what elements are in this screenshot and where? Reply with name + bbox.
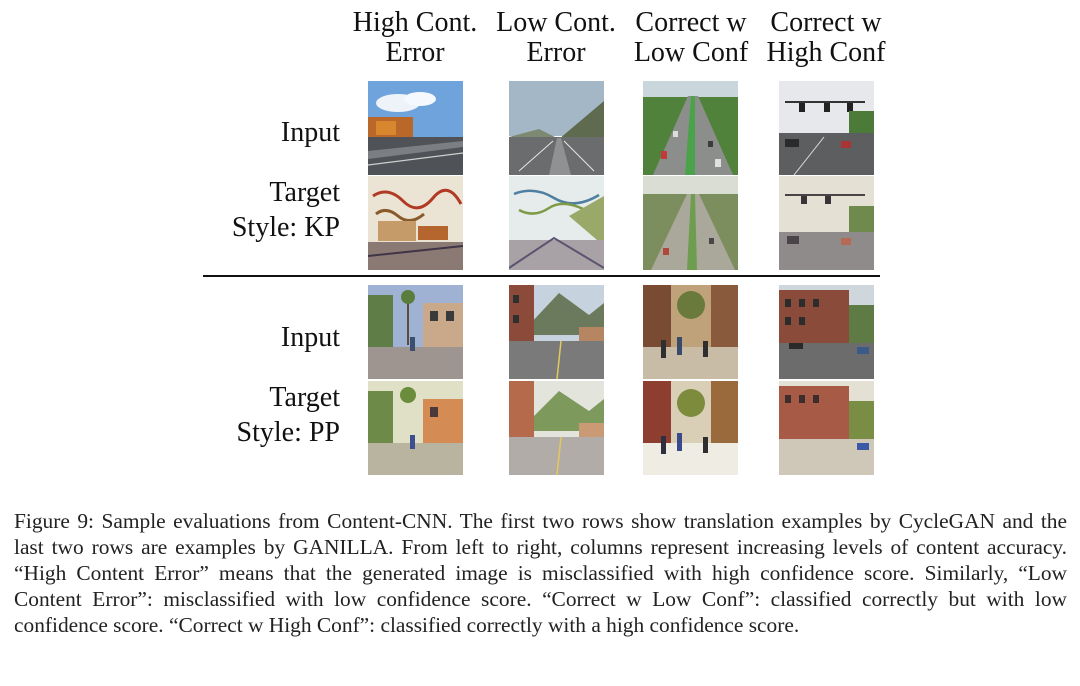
input-image-correct-high-conf-pp [779, 285, 874, 379]
target-image-high-cont-error-pp [368, 381, 463, 475]
column-header-line2: High Conf [766, 37, 886, 68]
input-image-high-cont-error-pp [368, 285, 463, 379]
row-label-line2: Style: KP [231, 212, 340, 243]
row-label-line1: Target [269, 382, 340, 413]
group-divider-line [203, 275, 880, 277]
column-header-line2: Low Conf [633, 37, 749, 68]
target-image-low-cont-error-kp [509, 176, 604, 270]
input-image-low-cont-error-pp [509, 285, 604, 379]
row-label-line2: Style: PP [236, 417, 340, 448]
column-header-line1: High Cont. [352, 7, 478, 38]
target-image-correct-low-conf-kp [643, 176, 738, 270]
row-label-text: Input [280, 117, 340, 148]
column-header-line2: Error [526, 37, 586, 68]
row-label-target-kp [190, 175, 340, 245]
target-image-low-cont-error-pp [509, 381, 604, 475]
row-label-target-pp [190, 380, 340, 450]
figure-caption: Figure 9: Sample evaluations from Content-CNN. The first two rows show translation examples by CycleGAN and the last two rows are examples by GANILLA. From left to right, columns represent increasing levels of content accuracy. “High Content Error” means that the generated image is misclassified with high confidence score. Similarly, “Low Content Error”: misclassified with low confidence score. “Correct w Low Conf”: classified correctly but with low confidence score. “Correct w High Conf”: classified correctly with a high confidence score. [14, 509, 1067, 637]
column-header-correct-low-conf [616, 8, 766, 68]
target-image-correct-high-conf-pp [779, 381, 874, 475]
input-image-correct-low-conf-pp [643, 285, 738, 379]
column-header-correct-high-conf [751, 8, 901, 68]
column-header-line1: Correct w [770, 7, 882, 38]
row-label-line1: Target [269, 177, 340, 208]
row-label-input-kp [190, 115, 340, 150]
column-header-low-content-error [481, 8, 631, 68]
column-header-high-content-error [340, 8, 490, 68]
input-image-low-cont-error-kp [509, 81, 604, 175]
column-header-line1: Low Cont. [496, 7, 616, 38]
target-image-high-cont-error-kp [368, 176, 463, 270]
target-image-correct-low-conf-pp [643, 381, 738, 475]
input-image-correct-low-conf-kp [643, 81, 738, 175]
input-image-correct-high-conf-kp [779, 81, 874, 175]
column-header-line2: Error [385, 37, 445, 68]
row-label-input-pp [190, 320, 340, 355]
row-label-text: Input [280, 322, 340, 353]
target-image-correct-high-conf-kp [779, 176, 874, 270]
column-header-line1: Correct w [635, 7, 747, 38]
input-image-high-cont-error-kp [368, 81, 463, 175]
